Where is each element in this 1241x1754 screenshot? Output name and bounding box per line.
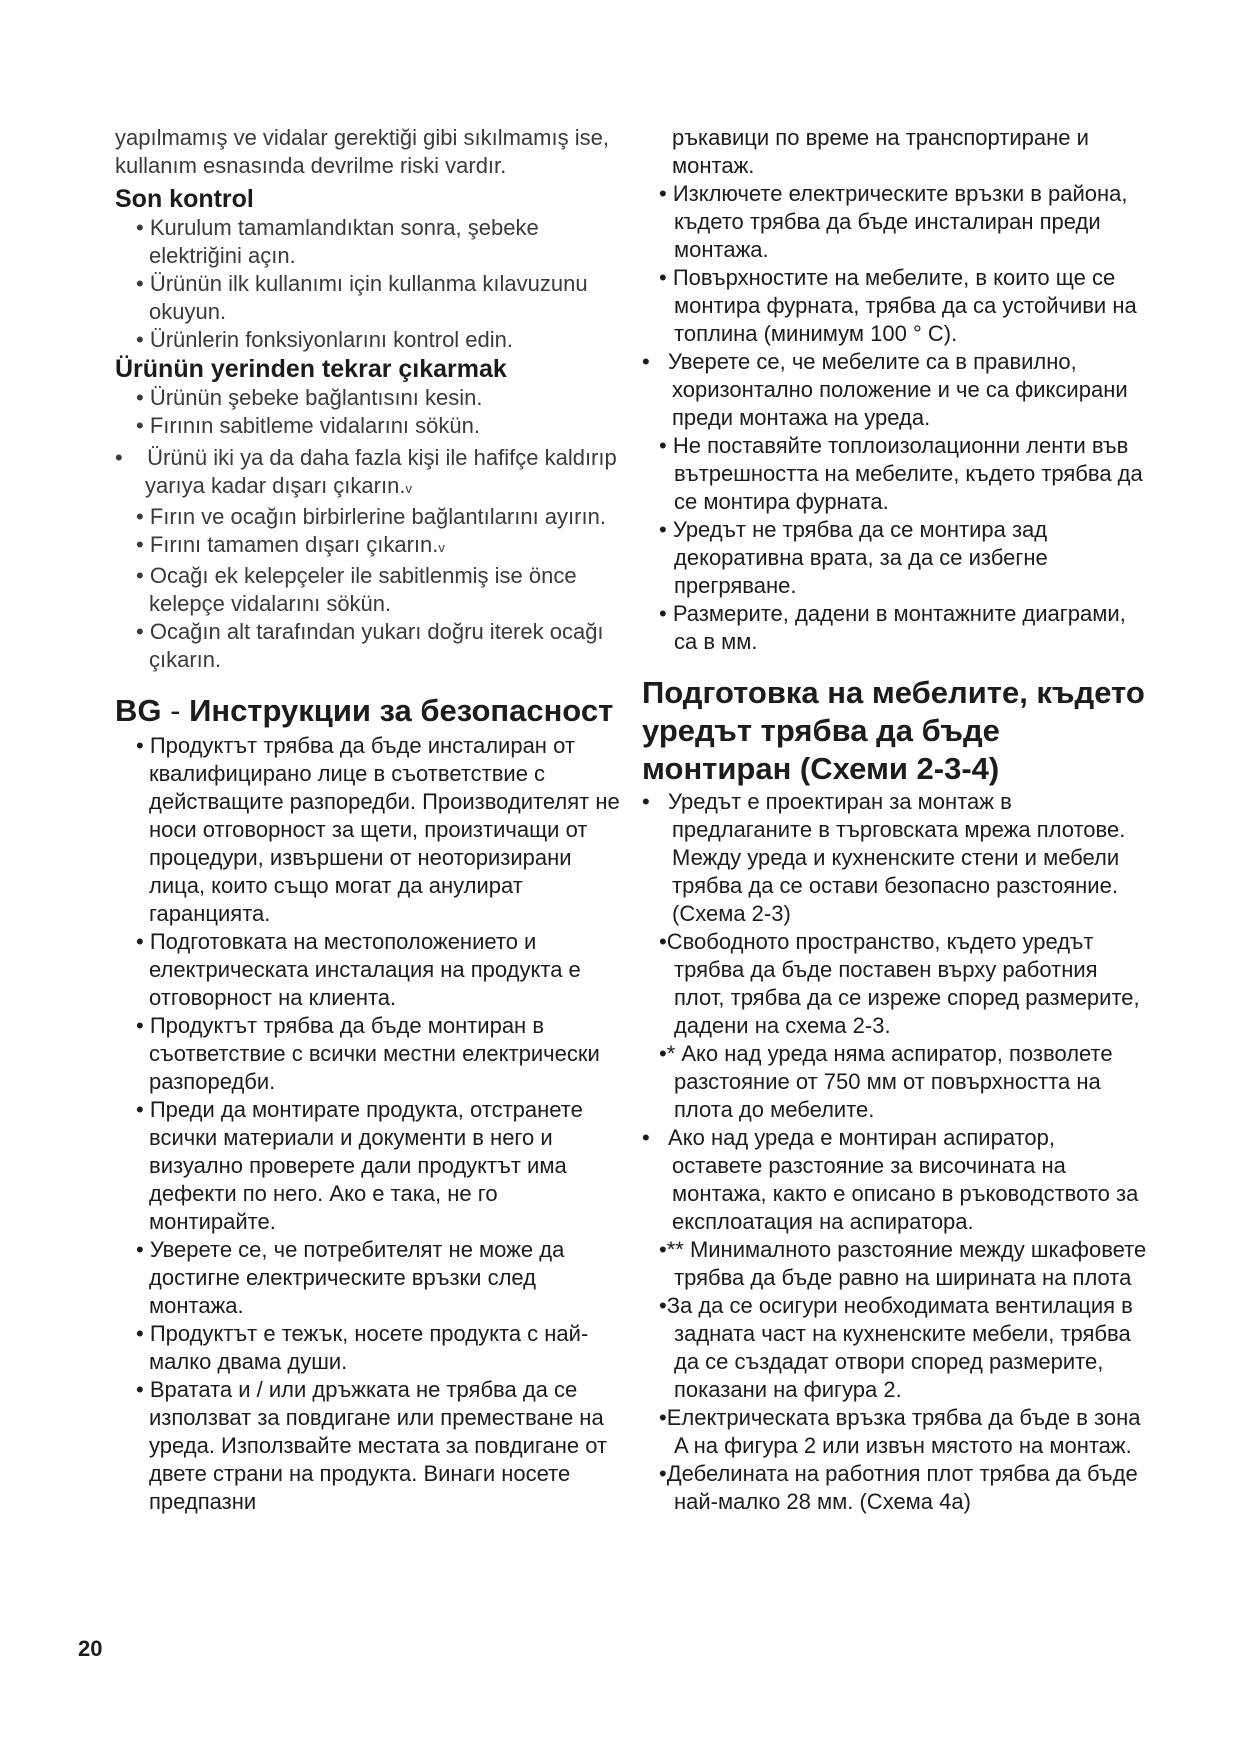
list-item: • Ürünü iki ya da daha fazla kişi ile hafifçe kaldırıp yarıya kadar dışarı çıkarın.v <box>115 445 617 498</box>
list-item: • Fırını tamamen dışarı çıkarın.v <box>136 532 445 557</box>
list-item: •Дебелината на работния плот трябва да бъде най-малко 28 мм. (Схема 4a) <box>659 1461 1138 1514</box>
cikarmak-heading: Ürünün yerinden tekrar çıkarmak <box>115 355 507 383</box>
list-item: • Уверете се, че потребителят не може да достигне електрическите връзки след монтажа. <box>136 1237 565 1318</box>
list-item: •Електрическата връзка трябва да бъде в зона A на фигура 2 или извън мястото на монтаж. <box>659 1405 1141 1458</box>
list-item: •Свободното пространство, където уредът трябва да бъде поставен върху работния плот, трябва да се изреже според размерите, дадени на схема 2-3. <box>659 929 1140 1038</box>
list-item: • Продуктът трябва да бъде монтиран в съответствие с всички местни електрически разпоредби. <box>136 1013 600 1094</box>
list-item: •За да се осигури необходимата вентилация в задната част на кухненските мебели, трябва да се създадат отвори според размерите, показани на фигура 2. <box>659 1293 1133 1402</box>
list-item: • Повърхностите на мебелите, в които ще се монтира фурната, трябва да са устойчиви на топлина (минимум 100 ° C). <box>659 265 1137 346</box>
list-item: • Ürünün şebeke bağlantısını kesin. <box>136 385 483 410</box>
list-item: • Продуктът трябва да бъде инсталиран от квалифицирано лице в съответствие с действащите разпоредби. Производителят не носи отговорност за щети, произтичащи от процедури, извършени от неоторизирани лица, които също могат да анулират гаранцията. <box>136 733 620 926</box>
list-item: • Ocağın alt tarafından yukarı doğru iterek ocağı çıkarın. <box>136 619 604 672</box>
list-item: • Вратата и / или дръжката не трябва да се използват за повдигане или преместване на уреда. Използвайте местата за повдигане от двете страни на продукта. Винаги носете предпазни <box>136 1377 608 1514</box>
list-item: • Продуктът е тежък, носете продукта с най-малко двама души. <box>136 1321 589 1374</box>
intro-paragraph: yapılmamış ve vidalar gerektiği gibi sıkılmamış ise, kullanım esnasında devrilme riski vardır. <box>115 125 609 178</box>
list-item: • Подготовката на местоположението и електрическата инсталация на продукта е отговорност на клиента. <box>136 929 581 1010</box>
list-item: • Уредът не трябва да се монтира зад декоративна врата, за да се избегне прегряване. <box>659 517 1048 598</box>
furniture-heading: Подготовка на мебелите, където уредът трябва да бъде монтиран (Схеми 2-3-4) <box>642 675 1145 786</box>
list-item: • Ако над уреда е монтиран аспиратор, оставете разстояние за височината на монтажа, както е описано в ръководството за експлоатация на аспиратора. <box>642 1125 1139 1234</box>
son-kontrol-heading: Son kontrol <box>115 185 254 213</box>
right-column <box>642 124 1147 1516</box>
list-item: • Уредът е проектиран за монтаж в предлаганите в търговската мрежа плотове. Между уреда и кухненските стени и мебели трябва да се остави безопасно разстояние. (Схема 2-3) <box>642 789 1126 926</box>
list-item: • Изключете електрическите връзки в района, където трябва да бъде инсталиран преди монтажа. <box>659 181 1128 262</box>
list-item: • Fırın ve ocağın birbirlerine bağlantılarını ayırın. <box>136 504 606 529</box>
list-item: • Уверете се, че мебелите са в правилно, хоризонтално положение и че са фиксирани преди монтажа на уреда. <box>642 349 1128 430</box>
list-item: • Fırının sabitleme vidalarını sökün. <box>136 413 480 438</box>
left-column <box>115 124 625 1516</box>
list-item: •** Минималното разстояние между шкафовете трябва да бъде равно на ширината на плота <box>659 1237 1147 1290</box>
list-item: • Не поставяйте топлоизолационни ленти във вътрешността на мебелите, където трябва да се монтира фурната. <box>659 433 1143 514</box>
list-item: • Ocağı ek kelepçeler ile sabitlenmiş ise önce kelepçe vidalarını sökün. <box>136 563 577 616</box>
list-item: • Размерите, дадени в монтажните диаграми, са в мм. <box>659 601 1126 654</box>
list-item: • Ürünün ilk kullanımı için kullanma kılavuzunu okuyun. <box>136 271 588 324</box>
list-item: • Преди да монтирате продукта, отстранете всички материали и документи в него и визуално проверете дали продуктът има дефекти по него. Ако е така, не го монтирайте. <box>136 1097 583 1234</box>
list-item: •* Ако над уреда няма аспиратор, позволете разстояние от 750 мм от повърхността на плота до мебелите. <box>659 1041 1113 1122</box>
list-item: • Kurulum tamamlandıktan sonra, şebeke elektriğini açın. <box>136 215 539 268</box>
bg-heading: BG - Инструкции за безопасност <box>115 693 614 728</box>
intro-paragraph: ръкавици по време на транспортиране и монтаж. <box>672 125 1089 178</box>
page-number: 20 <box>78 1636 103 1661</box>
list-item: • Ürünlerin fonksiyonlarını kontrol edin. <box>136 327 514 352</box>
